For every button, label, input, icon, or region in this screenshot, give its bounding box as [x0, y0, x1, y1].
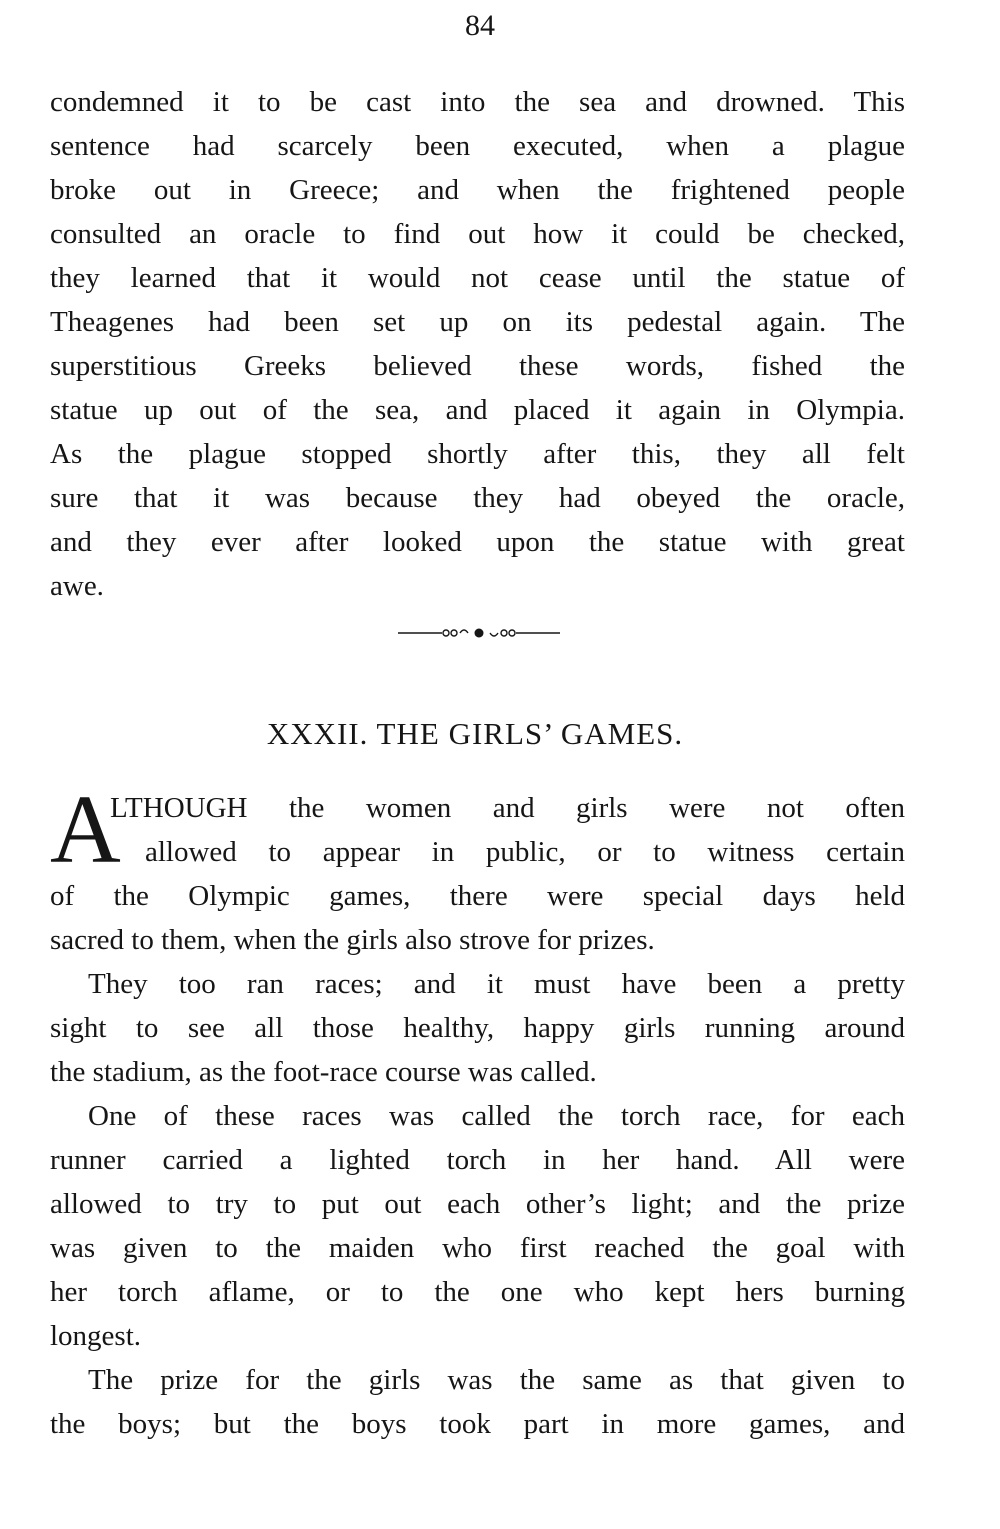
text-line: As the plague stopped shortly after this, they all felt	[50, 438, 905, 470]
text-line: They too ran races; and it must have been a pretty	[88, 968, 905, 1000]
text-line: allowed to appear in public, or to witness certain	[145, 836, 905, 868]
chapter-paragraph-4	[50, 1358, 905, 1446]
text-line: One of these races was called the torch race, for each	[88, 1100, 905, 1132]
text-line: The prize for the girls was the same as that given to	[88, 1364, 905, 1396]
text-line: runner carried a lighted torch in her hand. All were	[50, 1144, 905, 1176]
intro-paragraph	[50, 80, 905, 608]
text-line: allowed to try to put out each other’s light; and the prize	[50, 1188, 905, 1220]
chapter-heading: XXXII. THE GIRLS’ GAMES.	[266, 716, 684, 751]
text-line: condemned it to be cast into the sea and drowned. This	[50, 86, 905, 118]
text-line: awe.	[50, 570, 104, 602]
text-line: longest.	[50, 1320, 142, 1352]
text-line: sure that it was because they had obeyed the oracle,	[50, 482, 905, 514]
text-line: statue up out of the sea, and placed it again in Olympia.	[50, 394, 905, 426]
text-line: the stadium, as the foot-race course was called.	[50, 1056, 597, 1088]
text-line: of the Olympic games, there were special days held	[50, 880, 905, 912]
chapter-paragraph-2	[50, 962, 905, 1094]
text-line: the boys; but the boys took part in more games, and	[50, 1408, 905, 1440]
text-line: sentence had scarcely been executed, when a plague	[50, 130, 905, 162]
text-line: her torch aflame, or to the one who kept hers burning	[50, 1276, 905, 1308]
page-number: 84	[465, 9, 495, 42]
text-line: LTHOUGH the women and girls were not often	[110, 792, 905, 824]
text-line: Theagenes had been set up on its pedestal again. The	[50, 306, 905, 338]
text-line: sight to see all those healthy, happy girls running around	[50, 1012, 905, 1044]
section-divider-ornament	[398, 622, 560, 644]
text-line: they learned that it would not cease until the statue of	[50, 262, 905, 294]
text-line: sacred to them, when the girls also strove for prizes.	[50, 924, 655, 956]
drop-cap: A	[50, 776, 121, 884]
chapter-paragraph-1	[50, 776, 905, 962]
text-line: broke out in Greece; and when the frightened people	[50, 174, 905, 206]
text-line: was given to the maiden who first reached the goal with	[50, 1232, 905, 1264]
chapter-paragraph-3	[50, 1094, 905, 1358]
text-line: consulted an oracle to find out how it could be checked,	[50, 218, 905, 250]
text-line: and they ever after looked upon the statue with great	[50, 526, 905, 558]
text-line: superstitious Greeks believed these words, fished the	[50, 350, 905, 382]
